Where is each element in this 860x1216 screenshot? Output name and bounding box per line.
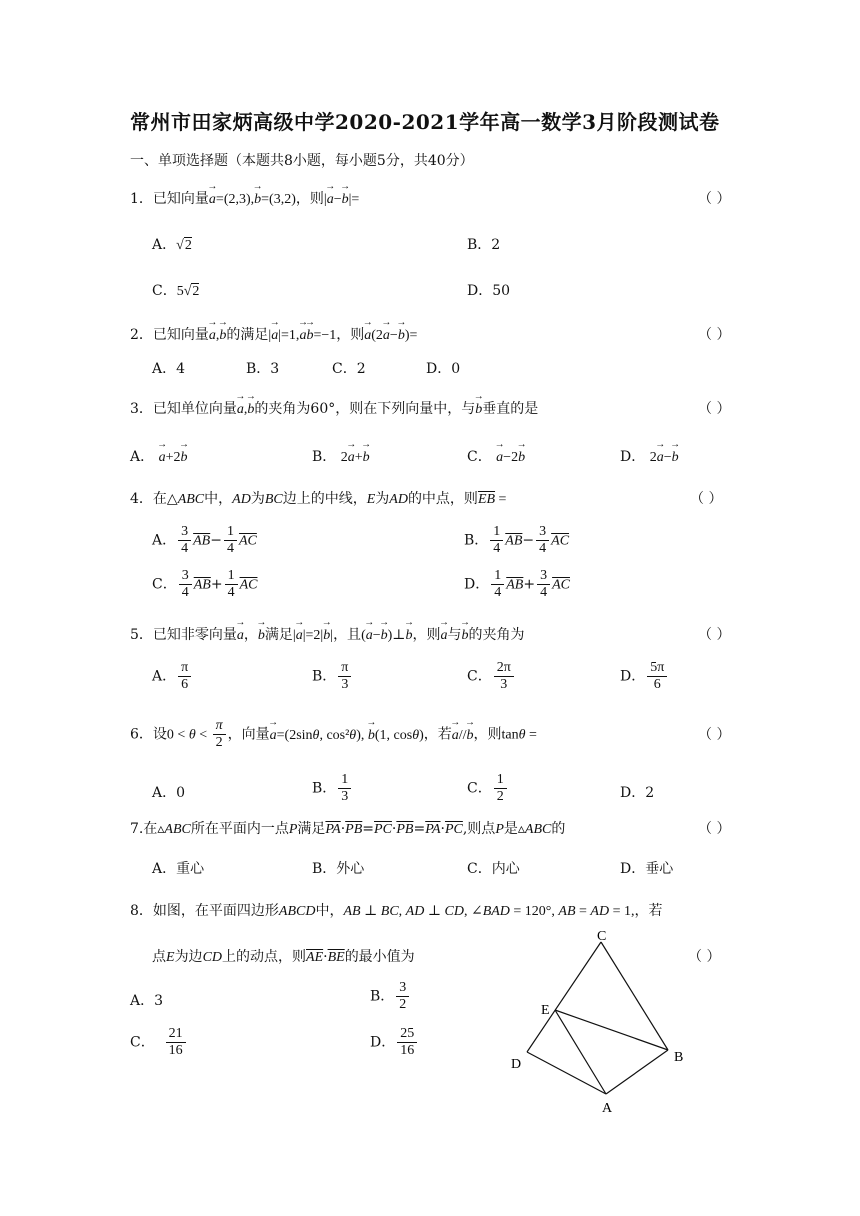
answer-paren-5: （ ） bbox=[698, 627, 731, 643]
q6-option-a: A．0 bbox=[152, 785, 186, 801]
q3-option-d: D． 2→ a−→ b bbox=[620, 446, 679, 466]
q7-option-c: C．内心 bbox=[467, 861, 520, 877]
q8-option-b: B． $\frac{3}{2}$ bbox=[370, 980, 411, 1013]
q4-option-c: C． $\frac{3}{4}$ $\overline{AB}+$ $\frac{1}{4}$ $\overline{AC}$ bbox=[152, 568, 258, 601]
q8-option-d: D． $\frac{25}{16}$ bbox=[370, 1026, 419, 1059]
q6-option-c: C． $\frac{1}{2}$ bbox=[467, 772, 509, 805]
edge-dc bbox=[527, 942, 601, 1052]
quadrilateral-figure bbox=[500, 924, 700, 1120]
q1-stem-a: 1．已知向量 bbox=[130, 191, 209, 207]
q7-option-d: D．垂心 bbox=[620, 861, 674, 877]
q2-option-c: C．2 bbox=[332, 361, 366, 377]
q5-option-a: A． $\frac{\pi}{6}$ bbox=[152, 660, 193, 693]
label-b: B bbox=[674, 1050, 684, 1065]
answer-paren-4: （ ） bbox=[690, 491, 723, 507]
label-a: A bbox=[602, 1101, 613, 1116]
question-7: 7.在▵ABC所在平面内一点P满足$\overline{PA}\cdot\overline{PB}=\overline{PC}\cdot\overline{PB}=\overline{PA}\cdot\overline{PC}$,则点P是▵ABC的 bbox=[130, 821, 566, 837]
question-2: 2．已知向量→ a,→ b的满足|→ a|=1,→ a→ b=−1，则→ a(2→ a−→ b)= bbox=[130, 324, 417, 344]
q6-option-b: B． $\frac{1}{3}$ bbox=[312, 772, 353, 805]
page-title: 常州市田家炳高级中学2020-2021学年高一数学3月阶段测试卷 bbox=[130, 110, 720, 134]
q3-option-a: A． → a+2→ b bbox=[130, 446, 187, 466]
q5-option-b: B． $\frac{\pi}{3}$ bbox=[312, 660, 353, 693]
segment-eb bbox=[555, 1010, 668, 1050]
q5-option-d: D． $\frac{5\pi}{6}$ bbox=[620, 660, 669, 693]
q1-option-a: A．√2 bbox=[152, 237, 192, 253]
answer-paren-2: （ ） bbox=[698, 327, 731, 343]
q3-option-c: C． → a−2→ b bbox=[467, 446, 525, 466]
q1-stem-b: ，则 bbox=[295, 191, 324, 207]
segment-ea bbox=[555, 1010, 606, 1094]
q2-option-b: B．3 bbox=[246, 361, 280, 377]
question-6: 6．设0 < θ < $\frac{\pi}{2}$ ，向量→ a=(2sinθ, cos²θ), → b(1, cosθ)，若→ a//→ b，则tanθ = bbox=[130, 718, 537, 751]
section-heading: 一、单项选择题（本题共8小题，每小题5分，共40分） bbox=[130, 153, 474, 169]
answer-paren-3: （ ） bbox=[698, 401, 731, 417]
question-8: 8．如图，在平面四边形ABCD中，AB ⊥ BC, AD ⊥ CD, ∠BAD = 120°, AB = AD = 1,，若 bbox=[130, 903, 663, 919]
question-8-line-2: 点E为边CD上的动点，则$\overline{AE}\cdot\overline{BE}$的最小值为 bbox=[152, 949, 415, 965]
q4-option-a: A． $\frac{3}{4}$ $\overline{AB}-$ $\frac{1}{4}$ $\overline{AC}$ bbox=[152, 524, 257, 557]
answer-paren-7: （ ） bbox=[698, 821, 731, 837]
question-5: 5．已知非零向量→ a，→ b满足|→ a|=2|→ b|，且(→ a−→ b)⊥→ b，则→ a与→ b的夹角为 bbox=[130, 624, 524, 644]
answer-paren-6: （ ） bbox=[698, 727, 731, 743]
answer-paren-8: （ ） bbox=[688, 949, 721, 965]
q6-option-d: D．2 bbox=[620, 785, 655, 801]
answer-paren-1: （ ） bbox=[698, 191, 731, 207]
q8-option-a: A．3 bbox=[130, 993, 164, 1009]
question-3: 3．已知单位向量→ a,→ b的夹角为60°，则在下列向量中，与→ b垂直的是 bbox=[130, 398, 538, 418]
q3-option-b: B． 2→ a+→ b bbox=[312, 446, 370, 466]
q1-option-c: C．5√2 bbox=[152, 283, 200, 299]
label-c: C bbox=[597, 929, 607, 944]
label-e: E bbox=[541, 1003, 550, 1018]
question-4: 4．在△ABC中，AD为BC边上的中线，E为AD的中点，则$\overline{EB}$ = bbox=[130, 491, 507, 507]
label-d: D bbox=[511, 1057, 522, 1072]
q5-option-c: C． $\frac{2\pi}{3}$ bbox=[467, 660, 516, 693]
q1-option-b: B．2 bbox=[467, 237, 501, 253]
question-1: 1．已知向量→ a=(2,3),→ b=(3,2)，则|→ a−→ b|= bbox=[130, 188, 359, 208]
q4-option-b: B． $\frac{1}{4}$ $\overline{AB}-$ $\frac{3}{4}$ $\overline{AC}$ bbox=[464, 524, 570, 557]
edge-ba bbox=[606, 1050, 668, 1094]
q7-option-a: A．重心 bbox=[152, 861, 205, 877]
edge-cb bbox=[601, 942, 668, 1050]
q2-option-d: D．0 bbox=[426, 361, 461, 377]
q1-option-d: D．50 bbox=[467, 283, 511, 299]
q2-option-a: A．4 bbox=[152, 361, 186, 377]
q8-option-c: C． $\frac{21}{16}$ bbox=[130, 1026, 188, 1059]
edge-ad bbox=[527, 1052, 606, 1094]
q7-option-b: B．外心 bbox=[312, 861, 365, 877]
q4-option-d: D． $\frac{1}{4}$ $\overline{AB}+$ $\frac{3}{4}$ $\overline{AC}$ bbox=[464, 568, 570, 601]
